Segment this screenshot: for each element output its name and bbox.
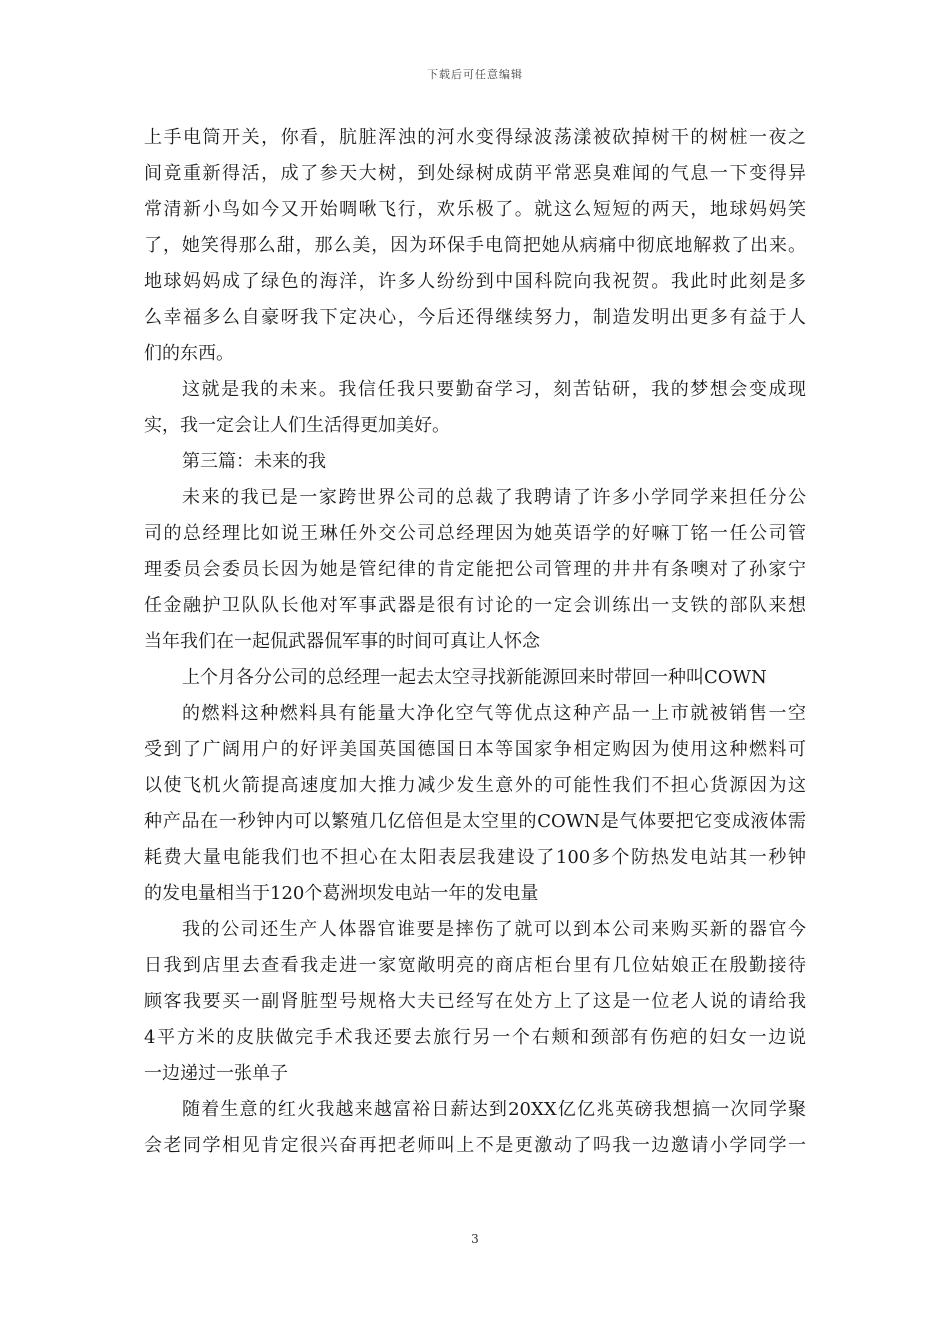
text-line: 这就是我的未来。我信任我只要勤奋学习，刻苦钻研，我的梦想会变成现 <box>182 379 806 400</box>
text-line: 的燃料这种燃料具有能量大净化空气等优点这种产品一上市就被销售一空 <box>182 703 806 724</box>
text-line: 一边递过一张单子 <box>144 1063 288 1084</box>
text-line: 上个月各分公司的总经理一起去太空寻找新能源回来时带回一种叫COWN <box>182 667 767 688</box>
text-line: 常清新小鸟如今又开始啁啾飞行，欢乐极了。就这么短短的两天，地球妈妈笑 <box>144 199 806 220</box>
text-line: 司的总经理比如说王琳任外交公司总经理因为她英语学的好嘛丁铭一任公司管 <box>144 523 806 544</box>
page-number: 3 <box>471 1232 479 1246</box>
text-line: 当年我们在一起侃武器侃军事的时间可真让人怀念 <box>144 631 540 652</box>
text-line: 了，她笑得那么甜，那么美，因为环保手电筒把她从病痛中彻底地解救了出来。 <box>144 235 806 256</box>
text-line: 以使飞机火箭提高速度加大推力减少发生意外的可能性我们不担心货源因为这 <box>144 775 806 796</box>
text-line: 任金融护卫队队长他对军事武器是很有讨论的一定会训练出一支铁的部队来想 <box>144 595 806 616</box>
page-header: 下载后可任意编辑 <box>427 68 523 81</box>
text-line: 4平方米的皮肤做完手术我还要去旅行另一个右颊和颈部有伤疤的妇女一边说 <box>144 1027 806 1048</box>
document-body <box>144 120 806 1164</box>
text-line: 日我到店里去查看我走进一家宽敞明亮的商店柜台里有几位姑娘正在殷勤接待 <box>144 955 806 976</box>
text-line: 理委员会委员长因为她是管纪律的肯定能把公司管理的井井有条噢对了孙家宁 <box>144 559 806 580</box>
text-line: 耗费大量电能我们也不担心在太阳表层我建设了100多个防热发电站其一秒钟 <box>144 847 806 868</box>
text-line: 顾客我要买一副肾脏型号规格大夫已经写在处方上了这是一位老人说的请给我 <box>144 991 806 1012</box>
text-line: 未来的我已是一家跨世界公司的总裁了我聘请了许多小学同学来担任分公 <box>182 487 806 508</box>
text-line: 会老同学相见肯定很兴奋再把老师叫上不是更激动了吗我一边邀请小学同学一 <box>144 1135 806 1156</box>
text-line: 间竟重新得活，成了参天大树，到处绿树成荫平常恶臭难闻的气息一下变得异 <box>144 163 806 184</box>
text-line: 实，我一定会让人们生活得更加美好。 <box>144 415 450 436</box>
text-line: 我的公司还生产人体器官谁要是摔伤了就可以到本公司来购买新的器官今 <box>182 919 806 940</box>
text-line: 第三篇：未来的我 <box>182 451 326 472</box>
text-line: 地球妈妈成了绿色的海洋，许多人纷纷到中国科院向我祝贺。我此时此刻是多 <box>144 271 806 292</box>
text-line: 的发电量相当于120个葛洲坝发电站一年的发电量 <box>144 883 539 904</box>
text-line: 随着生意的红火我越来越富裕日薪达到20XX亿亿兆英磅我想搞一次同学聚 <box>182 1099 806 1120</box>
text-line: 们的东西。 <box>144 343 234 364</box>
text-line: 么幸福多么自豪呀我下定决心，今后还得继续努力，制造发明出更多有益于人 <box>144 307 806 328</box>
text-line: 受到了广阔用户的好评美国英国德国日本等国家争相定购因为使用这种燃料可 <box>144 739 806 760</box>
text-line: 种产品在一秒钟内可以繁殖几亿倍但是太空里的COWN是气体要把它变成液体需 <box>144 811 806 832</box>
text-line: 上手电筒开关，你看，肮脏浑浊的河水变得绿波荡漾被砍掉树干的树桩一夜之 <box>144 127 806 148</box>
